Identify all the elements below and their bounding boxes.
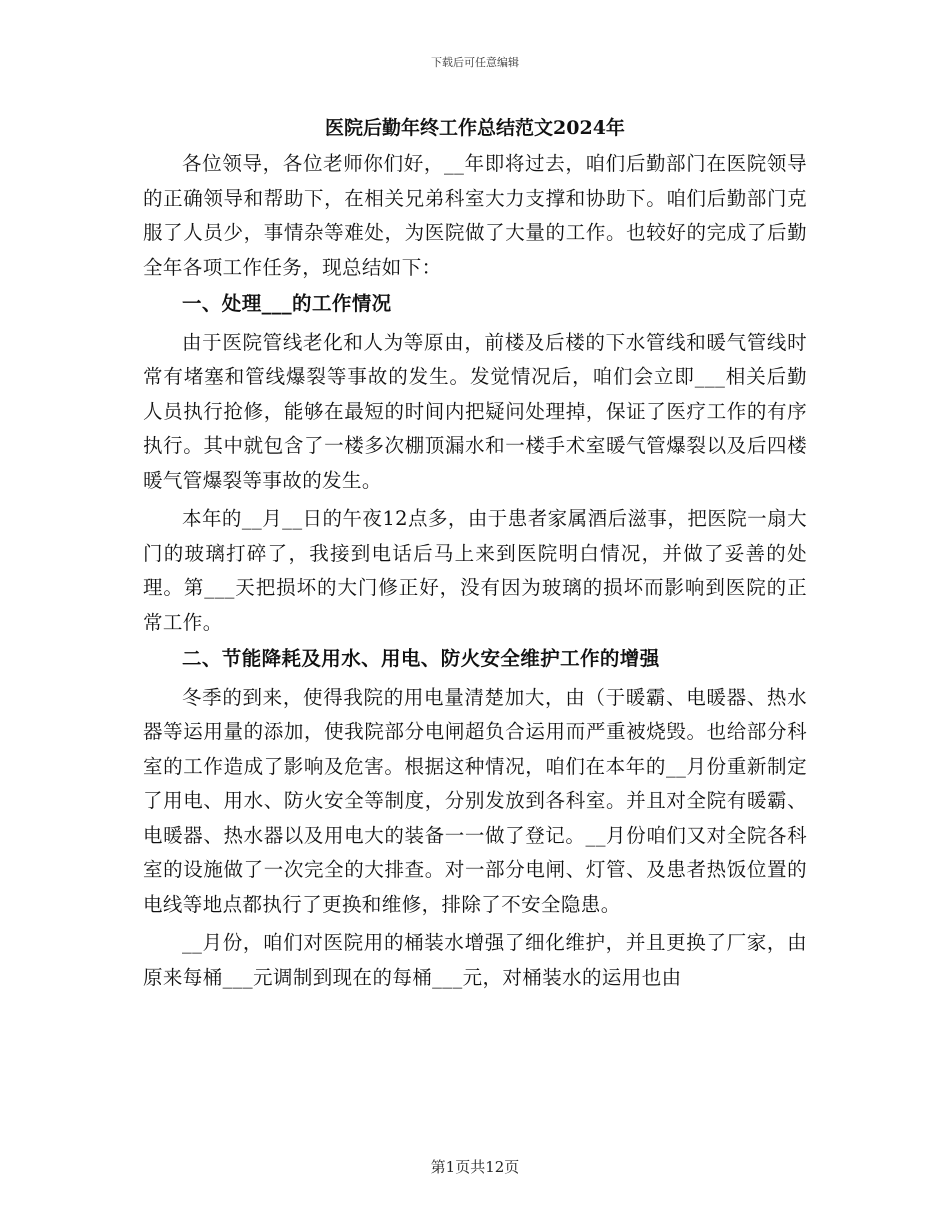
body-paragraph: 由于医院管线老化和人为等原由，前楼及后楼的下水管线和暖气管线时常有堵塞和管线爆裂等事故的发生。发觉情况后，咱们会立即___相关后勤人员执行抢修，能够在最短的时间内把疑问处理掉，保证了医疗工作的有序执行。其中就包含了一楼多次棚顶漏水和一楼手术室暖气管爆裂以及后四楼暖气管爆裂等事故的发生。: [143, 330, 807, 492]
page-number: 第1页共12页: [430, 1158, 520, 1176]
body-paragraph: 冬季的到来，使得我院的用电量清楚加大，由（于暖霸、电暖器、热水器等运用量的添加，使我院部分电闸超负合运用而严重被烧毁。也给部分科室的工作造成了影响及危害。根据这种情况，咱们在本年的__月份重新制定了用电、用水、防火安全等制度，分别发放到各科室。并且对全院有暖霸、电暖器、热水器以及用电大的装备一一做了登记。__月份咱们又对全院各科室的设施做了一次完全的大排查。对一部分电闸、灯管、及患者热饭位置的电线等地点都执行了更换和维修，排除了不安全隐患。: [143, 685, 807, 916]
body-paragraph: 本年的__月__日的午夜12点多，由于患者家属酒后滋事，把医院一扇大门的玻璃打碎了，我接到电话后马上来到医院明白情况，并做了妥善的处理。第___天把损坏的大门修正好，没有因为玻璃的损坏而影响到医院的正常工作。: [143, 507, 807, 634]
document-title: 医院后勤年终工作总结范文2024年: [325, 117, 625, 139]
intro-paragraph: 各位领导，各位老师你们好，__年即将过去，咱们后勤部门在医院领导的正确领导和帮助下，在相关兄弟科室大力支撑和协助下。咱们后勤部门克服了人员少，事情杂等难处，为医院做了大量的工作。也较好的完成了后勤全年各项工作任务，现总结如下：: [143, 152, 807, 279]
body-paragraph: __月份，咱们对医院用的桶装水增强了细化维护，并且更换了厂家，由原来每桶___元调制到现在的每桶___元，对桶装水的运用也由: [143, 931, 807, 989]
download-note: 下载后可任意编辑: [431, 56, 519, 69]
document-body: [143, 147, 807, 995]
section-heading-1: 一、处理___的工作情况: [182, 292, 392, 315]
section-heading-2: 二、节能降耗及用水、用电、防火安全维护工作的增强: [182, 647, 660, 670]
